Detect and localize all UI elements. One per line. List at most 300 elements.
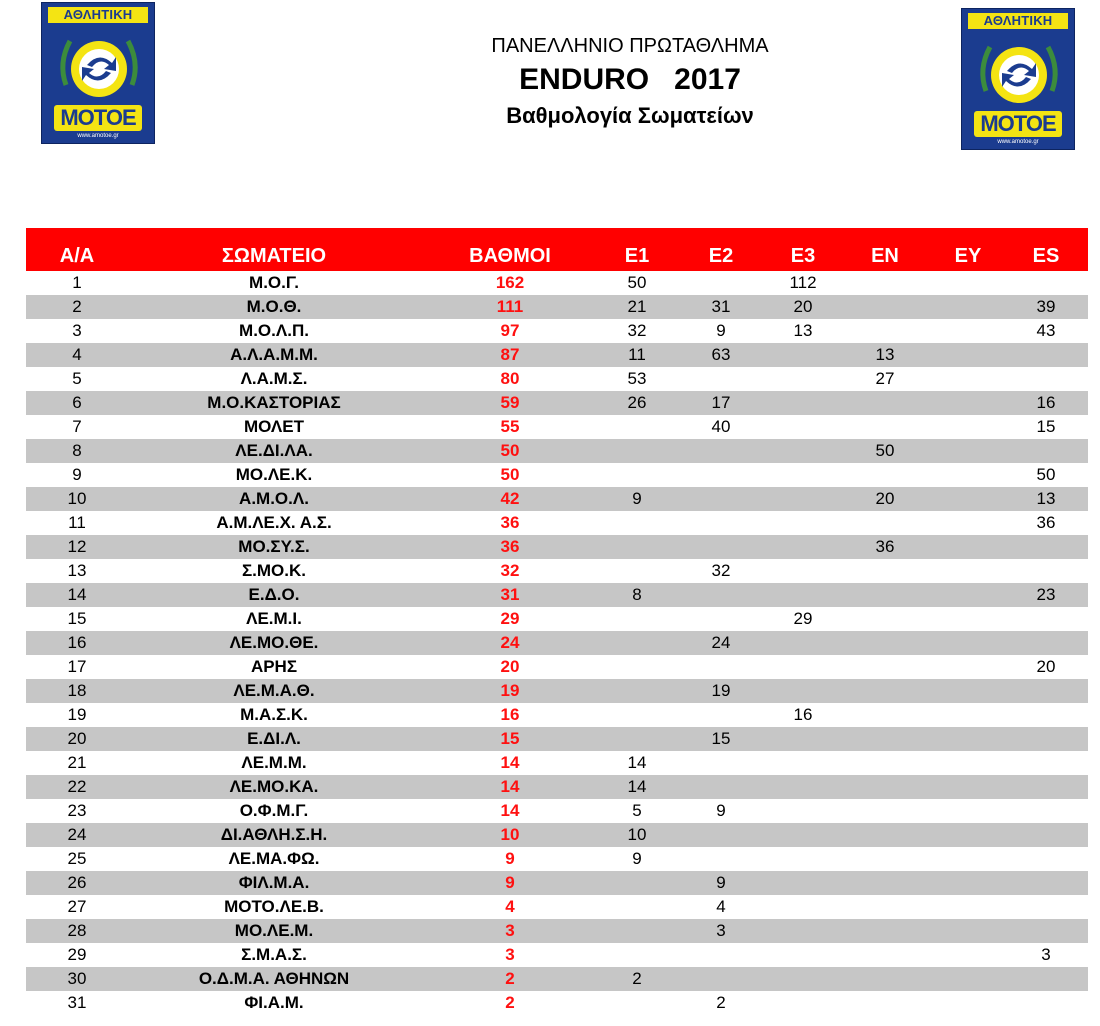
e1-cell: 10 <box>600 823 674 847</box>
table-row <box>26 871 1088 895</box>
e3-cell: 13 <box>793 321 813 340</box>
es-cell <box>1004 727 1088 751</box>
column-header-ey: ΕΥ <box>932 228 1004 271</box>
e2-cell <box>674 967 768 991</box>
e2-cell: 9 <box>716 321 726 340</box>
rank-cell: 15 <box>67 609 87 628</box>
ey-cell <box>932 487 1004 511</box>
e1-cell <box>600 631 674 655</box>
en-cell <box>838 271 932 295</box>
table-row <box>26 679 1088 703</box>
es-cell <box>1004 847 1088 871</box>
en-cell <box>838 775 932 799</box>
en-cell <box>838 871 932 895</box>
ey-cell <box>932 367 1004 391</box>
rank-cell: 7 <box>72 417 82 436</box>
column-header-club: ΣΩΜΑΤΕΙΟ <box>128 228 420 271</box>
es-cell <box>1004 919 1088 943</box>
points-cell: 14 <box>500 801 520 820</box>
es-cell <box>1004 775 1088 799</box>
rank-cell: 18 <box>26 679 128 703</box>
column-header-e2: Ε2 <box>674 228 768 271</box>
e1-cell: 53 <box>627 369 647 388</box>
ey-cell <box>932 415 1004 439</box>
e1-cell <box>600 871 674 895</box>
e3-cell <box>768 415 838 439</box>
e3-cell <box>768 895 838 919</box>
es-cell <box>1004 823 1088 847</box>
table-row <box>26 631 1088 655</box>
points-cell: 162 <box>495 273 525 292</box>
e1-cell <box>600 511 674 535</box>
ey-cell <box>932 607 1004 631</box>
page-header <box>330 32 930 132</box>
es-cell <box>1004 607 1088 631</box>
es-cell: 36 <box>1036 513 1056 532</box>
es-cell <box>1004 367 1088 391</box>
e1-cell: 50 <box>627 273 647 292</box>
en-cell <box>838 823 932 847</box>
club-cell: ΜΟ.ΛΕ.Μ. <box>128 919 420 943</box>
laurel-wreath-icon <box>974 31 1064 113</box>
club-cell: ΜΟΤΟ.ΛΕ.Β. <box>224 897 324 916</box>
en-cell <box>838 559 932 583</box>
ey-cell <box>932 655 1004 679</box>
club-cell: ΛΕ.Μ.Μ. <box>241 753 307 772</box>
points-cell: 14 <box>420 775 600 799</box>
ey-cell <box>932 343 1004 367</box>
e3-cell <box>768 655 838 679</box>
logo-top-text: ΑΘΛΗΤΙΚΗ <box>968 13 1068 29</box>
e3-cell <box>768 823 838 847</box>
points-cell: 97 <box>500 321 520 340</box>
e1-cell: 14 <box>600 775 674 799</box>
rank-cell: 1 <box>72 273 82 292</box>
rank-cell: 8 <box>26 439 128 463</box>
e1-cell: 26 <box>600 391 674 415</box>
e3-cell <box>768 943 838 967</box>
ey-cell <box>932 703 1004 727</box>
table-header-row <box>26 228 1088 271</box>
points-cell: 3 <box>505 945 515 964</box>
column-header-rank: Α/Α <box>26 228 128 271</box>
points-cell: 2 <box>505 993 515 1012</box>
en-cell <box>838 631 932 655</box>
e3-cell <box>768 775 838 799</box>
es-cell: 50 <box>1036 465 1056 484</box>
points-cell: 31 <box>420 583 600 607</box>
logo-url: www.amotoe.gr <box>77 133 119 139</box>
e2-cell: 32 <box>711 561 731 580</box>
es-cell <box>1004 703 1088 727</box>
club-cell: Μ.Ο.Γ. <box>249 273 299 292</box>
rank-cell: 31 <box>67 993 87 1012</box>
e1-cell <box>600 463 674 487</box>
rank-cell: 13 <box>67 561 87 580</box>
es-cell <box>1004 343 1088 367</box>
points-cell: 36 <box>420 535 600 559</box>
es-cell <box>1004 535 1088 559</box>
en-cell <box>838 895 932 919</box>
ey-cell <box>932 511 1004 535</box>
rank-cell: 20 <box>26 727 128 751</box>
club-cell: ΑΡΗΣ <box>250 657 298 676</box>
table-row <box>26 439 1088 463</box>
rank-cell: 23 <box>67 801 87 820</box>
e1-cell: 11 <box>600 343 674 367</box>
rank-cell: 24 <box>26 823 128 847</box>
club-cell: ΦΙ.Α.Μ. <box>244 993 304 1012</box>
e3-cell <box>768 559 838 583</box>
en-cell <box>838 463 932 487</box>
logo-bottom-text: ΜΟΤΟΕ <box>974 111 1062 137</box>
e3-cell: 16 <box>793 705 813 724</box>
e1-cell: 21 <box>600 295 674 319</box>
e1-cell: 9 <box>632 849 642 868</box>
table-row <box>26 847 1088 871</box>
club-cell: Ε.Δ.Ο. <box>128 583 420 607</box>
es-cell <box>1004 895 1088 919</box>
e3-cell <box>768 967 838 991</box>
e3-cell <box>768 463 838 487</box>
e1-cell: 2 <box>600 967 674 991</box>
en-cell <box>838 991 932 1015</box>
table-body <box>26 271 1088 1015</box>
es-cell <box>1004 679 1088 703</box>
e3-cell <box>768 799 838 823</box>
e1-cell <box>600 943 674 967</box>
en-cell <box>838 415 932 439</box>
es-cell: 23 <box>1004 583 1088 607</box>
e2-cell: 15 <box>674 727 768 751</box>
e2-cell <box>674 583 768 607</box>
ey-cell <box>932 583 1004 607</box>
en-cell <box>838 511 932 535</box>
points-cell: 19 <box>420 679 600 703</box>
e3-cell <box>768 679 838 703</box>
club-cell: Μ.Ο.Λ.Π. <box>239 321 309 340</box>
column-header-e1: Ε1 <box>600 228 674 271</box>
logo-top-text: ΑΘΛΗΤΙΚΗ <box>48 7 148 23</box>
e3-cell <box>768 583 838 607</box>
ey-cell <box>932 871 1004 895</box>
table-row <box>26 367 1088 391</box>
en-cell <box>838 727 932 751</box>
rank-cell: 25 <box>67 849 87 868</box>
e1-cell: 32 <box>627 321 647 340</box>
es-cell <box>1004 799 1088 823</box>
table-row <box>26 895 1088 919</box>
es-cell <box>1004 271 1088 295</box>
column-header-points: ΒΑΘΜΟΙ <box>420 228 600 271</box>
event-title: ENDURO 2017 <box>519 63 741 96</box>
table-row <box>26 535 1088 559</box>
club-cell: ΔΙ.ΑΘΛΗ.Σ.Η. <box>128 823 420 847</box>
club-cell: ΛΕ.Μ.Ι. <box>246 609 302 628</box>
e3-cell <box>768 751 838 775</box>
table-row <box>26 295 1088 319</box>
e3-cell <box>768 991 838 1015</box>
e1-cell: 9 <box>600 487 674 511</box>
rank-cell: 17 <box>67 657 87 676</box>
e3-cell <box>768 343 838 367</box>
ey-cell <box>932 991 1004 1015</box>
points-cell: 3 <box>420 919 600 943</box>
points-cell: 42 <box>420 487 600 511</box>
es-cell <box>1004 991 1088 1015</box>
e2-cell <box>674 463 768 487</box>
column-header-e3: Ε3 <box>768 228 838 271</box>
points-cell: 4 <box>505 897 515 916</box>
club-cell: Α.Μ.Ο.Λ. <box>128 487 420 511</box>
e2-cell <box>674 487 768 511</box>
club-cell: Ο.Φ.Μ.Γ. <box>239 801 309 820</box>
points-cell: 87 <box>420 343 600 367</box>
points-cell: 50 <box>420 439 600 463</box>
points-cell: 16 <box>500 705 520 724</box>
e1-cell <box>600 559 674 583</box>
es-cell <box>1004 751 1088 775</box>
en-cell <box>838 943 932 967</box>
table-row <box>26 775 1088 799</box>
points-cell: 14 <box>500 753 520 772</box>
ey-cell <box>932 727 1004 751</box>
e2-cell: 40 <box>711 417 731 436</box>
es-cell: 20 <box>1036 657 1056 676</box>
en-cell <box>838 295 932 319</box>
table-row <box>26 271 1088 295</box>
club-cell: ΛΕ.ΜΟ.ΘΕ. <box>128 631 420 655</box>
e3-cell <box>768 439 838 463</box>
e1-cell <box>600 607 674 631</box>
points-cell: 55 <box>500 417 520 436</box>
column-header-en: ΕΝ <box>838 228 932 271</box>
points-cell: 36 <box>500 513 520 532</box>
e2-cell: 19 <box>674 679 768 703</box>
points-cell: 29 <box>500 609 520 628</box>
es-cell <box>1004 871 1088 895</box>
table-row <box>26 703 1088 727</box>
club-cell: ΛΕ.ΜΟ.ΚΑ. <box>128 775 420 799</box>
standings-subtitle: Βαθμολογία Σωματείων <box>506 103 754 128</box>
es-cell <box>1004 967 1088 991</box>
e1-cell <box>600 919 674 943</box>
ey-cell <box>932 535 1004 559</box>
rank-cell: 10 <box>26 487 128 511</box>
club-cell: Ο.Δ.Μ.Α. ΑΘΗΝΩΝ <box>128 967 420 991</box>
ey-cell <box>932 799 1004 823</box>
ey-cell <box>932 919 1004 943</box>
ey-cell <box>932 439 1004 463</box>
table-row <box>26 967 1088 991</box>
club-cell: ΦΙΛ.Μ.Α. <box>128 871 420 895</box>
e3-cell <box>768 919 838 943</box>
club-cell: ΛΕ.ΜΑ.ΦΩ. <box>228 849 320 868</box>
e2-cell: 4 <box>716 897 726 916</box>
rank-cell: 16 <box>26 631 128 655</box>
e2-cell: 2 <box>716 993 726 1012</box>
points-cell: 24 <box>420 631 600 655</box>
table-row <box>26 799 1088 823</box>
rank-cell: 19 <box>67 705 87 724</box>
table-row <box>26 943 1088 967</box>
ey-cell <box>932 559 1004 583</box>
table-row <box>26 991 1088 1015</box>
en-cell <box>838 607 932 631</box>
e1-cell <box>600 703 674 727</box>
club-cell: ΜΟ.ΛΕ.Κ. <box>235 465 313 484</box>
e3-cell: 29 <box>793 609 813 628</box>
rank-cell: 22 <box>26 775 128 799</box>
en-cell <box>838 847 932 871</box>
es-cell <box>1004 559 1088 583</box>
points-cell: 32 <box>500 561 520 580</box>
rank-cell: 21 <box>67 753 87 772</box>
points-cell: 10 <box>420 823 600 847</box>
club-standings-table <box>26 228 1088 1015</box>
table-row <box>26 391 1088 415</box>
club-cell: Σ.ΜΟ.Κ. <box>241 561 307 580</box>
ey-cell <box>932 751 1004 775</box>
en-cell: 27 <box>875 369 895 388</box>
e2-cell <box>674 367 768 391</box>
ey-cell <box>932 775 1004 799</box>
rank-cell: 11 <box>68 513 86 532</box>
club-cell: Λ.Α.Μ.Σ. <box>240 369 308 388</box>
en-cell <box>838 679 932 703</box>
es-cell <box>1004 631 1088 655</box>
points-cell: 80 <box>500 369 520 388</box>
amotoe-logo-left <box>41 2 155 144</box>
table-row <box>26 487 1088 511</box>
points-cell: 9 <box>505 849 515 868</box>
e3-cell <box>768 631 838 655</box>
club-cell: Μ.Ο.Θ. <box>128 295 420 319</box>
ey-cell <box>932 823 1004 847</box>
e1-cell <box>600 535 674 559</box>
logo-bottom-text: ΜΟΤΟΕ <box>54 105 142 131</box>
e2-cell: 3 <box>674 919 768 943</box>
e2-cell <box>674 703 768 727</box>
e2-cell <box>674 943 768 967</box>
table-row <box>26 343 1088 367</box>
rank-cell: 9 <box>72 465 82 484</box>
table-row <box>26 655 1088 679</box>
en-cell: 13 <box>838 343 932 367</box>
e3-cell <box>768 391 838 415</box>
rank-cell: 5 <box>72 369 82 388</box>
club-cell: ΛΕ.ΔΙ.ΛΑ. <box>128 439 420 463</box>
e1-cell: 5 <box>632 801 642 820</box>
rank-cell: 27 <box>67 897 87 916</box>
e1-cell <box>600 991 674 1015</box>
e1-cell: 8 <box>600 583 674 607</box>
points-cell: 15 <box>420 727 600 751</box>
e1-cell <box>600 895 674 919</box>
e3-cell <box>768 487 838 511</box>
en-cell: 50 <box>838 439 932 463</box>
table-row <box>26 727 1088 751</box>
en-cell <box>838 799 932 823</box>
en-cell <box>838 703 932 727</box>
e3-cell <box>768 727 838 751</box>
e2-cell: 24 <box>674 631 768 655</box>
ey-cell <box>932 295 1004 319</box>
points-cell: 20 <box>500 657 520 676</box>
es-cell: 16 <box>1004 391 1088 415</box>
rank-cell: 6 <box>26 391 128 415</box>
rank-cell: 29 <box>67 945 87 964</box>
e3-cell <box>768 871 838 895</box>
e2-cell <box>674 775 768 799</box>
en-cell <box>838 583 932 607</box>
club-cell: Μ.Α.Σ.Κ. <box>240 705 308 724</box>
es-cell: 15 <box>1036 417 1056 436</box>
logo-url: www.amotoe.gr <box>997 139 1039 145</box>
club-cell: Ε.ΔΙ.Λ. <box>128 727 420 751</box>
club-cell: Μ.Ο.ΚΑΣΤΟΡΙΑΣ <box>128 391 420 415</box>
points-cell: 9 <box>420 871 600 895</box>
e2-cell <box>674 439 768 463</box>
e3-cell <box>768 847 838 871</box>
e3-cell <box>768 511 838 535</box>
e3-cell: 112 <box>789 273 817 292</box>
club-cell: Σ.Μ.Α.Σ. <box>241 945 307 964</box>
points-cell: 59 <box>420 391 600 415</box>
e1-cell <box>600 655 674 679</box>
es-cell: 43 <box>1036 321 1056 340</box>
amotoe-logo-right <box>961 8 1075 150</box>
club-cell: Α.Λ.Α.Μ.Μ. <box>128 343 420 367</box>
ey-cell <box>932 391 1004 415</box>
es-cell: 39 <box>1004 295 1088 319</box>
points-cell: 111 <box>420 295 600 319</box>
table-row <box>26 823 1088 847</box>
e2-cell <box>674 271 768 295</box>
e2-cell: 63 <box>674 343 768 367</box>
table-row <box>26 511 1088 535</box>
club-cell: ΛΕ.Μ.Α.Θ. <box>128 679 420 703</box>
e2-cell: 31 <box>674 295 768 319</box>
e2-cell <box>674 535 768 559</box>
e2-cell: 17 <box>674 391 768 415</box>
ey-cell <box>932 271 1004 295</box>
ey-cell <box>932 319 1004 343</box>
en-cell <box>838 655 932 679</box>
rank-cell: 3 <box>72 321 82 340</box>
e3-cell <box>768 367 838 391</box>
e1-cell: 14 <box>627 753 647 772</box>
table-row <box>26 607 1088 631</box>
e2-cell: 9 <box>674 871 768 895</box>
rank-cell: 12 <box>26 535 128 559</box>
ey-cell <box>932 463 1004 487</box>
table-row <box>26 319 1088 343</box>
table-row <box>26 919 1088 943</box>
rank-cell: 30 <box>26 967 128 991</box>
e2-cell <box>674 607 768 631</box>
table-row <box>26 583 1088 607</box>
en-cell <box>838 919 932 943</box>
e3-cell: 20 <box>768 295 838 319</box>
e1-cell <box>600 727 674 751</box>
e1-cell <box>600 415 674 439</box>
ey-cell <box>932 631 1004 655</box>
e2-cell <box>674 823 768 847</box>
e1-cell <box>600 679 674 703</box>
ey-cell <box>932 679 1004 703</box>
championship-title: ΠΑΝΕΛΛΗΝΙΟ ΠΡΩΤΑΘΛΗΜΑ <box>491 35 769 57</box>
